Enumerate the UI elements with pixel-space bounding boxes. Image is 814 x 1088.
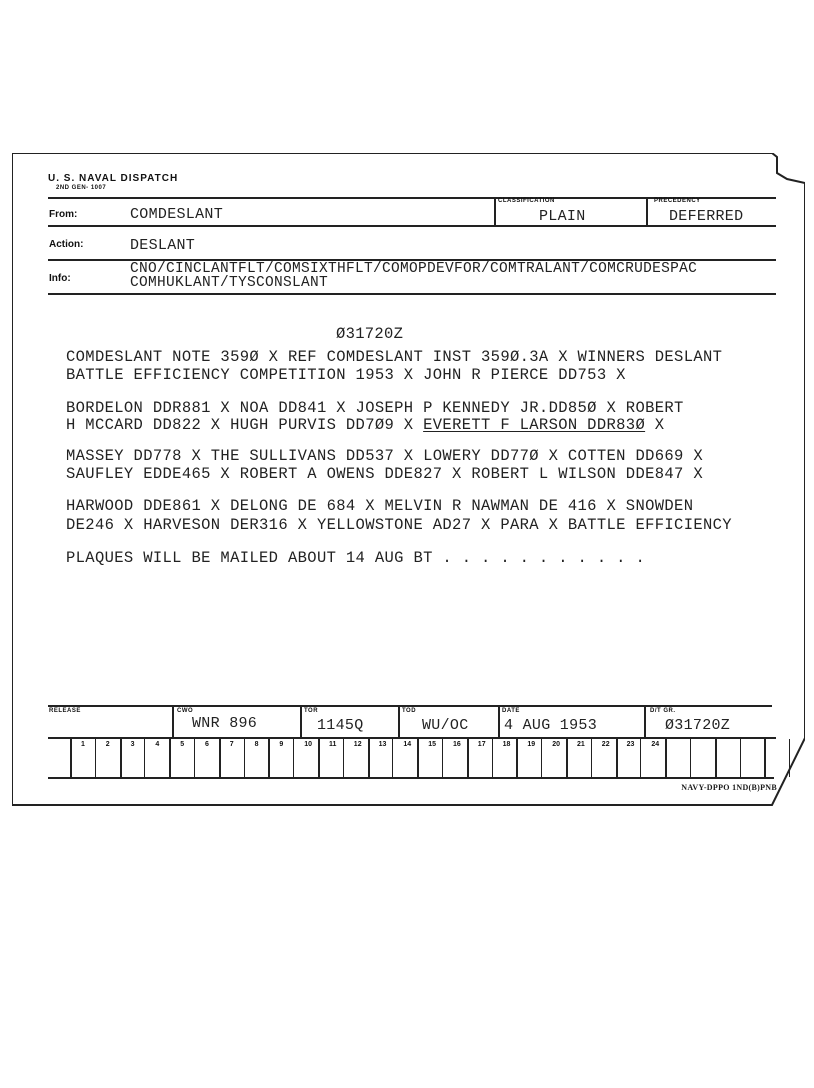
precedence-label: PRECEDENCY (654, 198, 701, 204)
grid-divider (566, 739, 568, 777)
grid-number: 20 (552, 741, 560, 748)
body-line-6: SAUFLEY EDDE465 X ROBERT A OWENS DDE827 X ROBERT L WILSON DDE847 X (66, 465, 703, 483)
body-line-7: HARWOOD DDE861 X DELONG DE 684 X MELVIN R NAWMAN DE 416 X SNOWDEN (66, 497, 694, 515)
grid-divider (492, 739, 493, 777)
info-line-1: CNO/CINCLANTFLT/COMSIXTHFLT/COMOPDEVFOR/COMTRALANT/COMCRUDESPAC (130, 261, 698, 277)
grid-divider (219, 739, 221, 777)
grid-divider (665, 739, 667, 777)
header-divider-2 (646, 197, 648, 227)
grid-divider (95, 739, 96, 777)
grid-number: 19 (527, 741, 536, 748)
bottom-divider-date (498, 705, 500, 739)
classification-value: PLAIN (539, 208, 586, 225)
tor-label: TOR (304, 708, 319, 714)
grid-divider (690, 739, 691, 777)
body-line-2: BATTLE EFFICIENCY COMPETITION 1953 X JOHN R PIERCE DD753 X (66, 366, 626, 384)
header-divider-1 (494, 197, 496, 227)
grid-number: 21 (577, 741, 585, 748)
grid-divider (392, 739, 393, 777)
body-line-1: COMDESLANT NOTE 359Ø X REF COMDESLANT INST 359Ø.3A X WINNERS DESLANT (66, 348, 723, 366)
grid-divider (640, 739, 641, 777)
grid-divider (467, 739, 469, 777)
grid-number: 24 (651, 741, 660, 748)
bottom-rule-1 (48, 705, 772, 707)
action-label: Action: (49, 239, 84, 250)
grid-number: 22 (601, 741, 610, 748)
date-label: DATE (502, 708, 520, 714)
body-line-9: PLAQUES WILL BE MAILED ABOUT 14 AUG BT . . . . . . . . . . . (66, 549, 646, 567)
grid-number: 3 (130, 741, 135, 748)
body-line-4-part-1: H MCCARD DD822 X HUGH PURVIS DD7Ø9 X (66, 416, 424, 434)
grid-number: 5 (180, 741, 185, 748)
release-label: RELEASE (49, 708, 81, 714)
info-line-2: COMHUKLANT/TYSCONSLANT (130, 275, 329, 291)
naval-dispatch-form (12, 153, 805, 809)
grid-number: 16 (453, 741, 461, 748)
form-footer: NAVY-DPPO 1ND(B)PNB (681, 783, 777, 792)
grid-divider (169, 739, 171, 777)
grid-divider (740, 739, 741, 777)
grid-divider (591, 739, 592, 777)
grid-divider (268, 739, 270, 777)
tod-label: TOD (402, 708, 417, 714)
dtg-label: D/T GR. (650, 708, 676, 714)
header-rule-from (48, 225, 776, 227)
body-line-4-part-3: X (645, 416, 665, 434)
bottom-divider-dtg (644, 705, 646, 739)
grid-divider (144, 739, 145, 777)
bottom-divider-cwo (172, 705, 174, 739)
grid-number: 4 (155, 741, 160, 748)
grid-divider (516, 739, 518, 777)
grid-divider (194, 739, 195, 777)
dtg-heading: Ø31720Z (336, 325, 404, 343)
cwo-value: WNR 896 (192, 715, 258, 732)
grid-number: 7 (229, 741, 234, 748)
grid-divider (541, 739, 542, 777)
bottom-divider-tod (398, 705, 400, 739)
grid-divider (417, 739, 419, 777)
form-number: 2ND GEN- 1007 (56, 185, 107, 191)
from-label: From: (49, 209, 78, 220)
classification-label: CLASSIFICATION (498, 198, 555, 204)
grid-number: 13 (378, 741, 387, 748)
grid-divider (244, 739, 245, 777)
grid-number: 23 (626, 741, 635, 748)
grid-number: 12 (353, 741, 362, 748)
grid-number: 9 (279, 741, 284, 748)
precedence-value: DEFERRED (669, 208, 744, 225)
grid-divider (789, 739, 790, 777)
grid-number: 14 (403, 741, 412, 748)
cwo-label: CWO (177, 708, 194, 714)
grid-number: 17 (477, 741, 486, 748)
grid-divider (120, 739, 122, 777)
grid-divider (293, 739, 294, 777)
grid-divider (442, 739, 443, 777)
grid-number: 2 (105, 741, 110, 748)
header-rule-info (48, 293, 776, 295)
tor-value: 1145Q (317, 717, 364, 734)
body-line-5: MASSEY DD778 X THE SULLIVANS DD537 X LOWERY DD77Ø X COTTEN DD669 X (66, 447, 703, 465)
grid-divider (616, 739, 618, 777)
grid-divider (715, 739, 717, 777)
grid-divider (343, 739, 344, 777)
grid-divider (368, 739, 370, 777)
bottom-divider-tor (300, 705, 302, 739)
grid-number: 11 (329, 741, 337, 748)
grid-number: 6 (205, 741, 209, 748)
body-line-3: BORDELON DDR881 X NOA DD841 X JOSEPH P KENNEDY JR.DD85Ø X ROBERT (66, 399, 684, 417)
action-value: DESLANT (130, 237, 196, 254)
body-line-8: DE246 X HARVESON DER316 X YELLOWSTONE AD27 X PARA X BATTLE EFFICIENCY (66, 516, 732, 534)
grid-number: 10 (304, 741, 312, 748)
body-line-4-underlined: EVERETT F LARSON DDR83Ø (423, 416, 646, 434)
dtg-value: Ø31720Z (665, 717, 731, 734)
form-title: U. S. NAVAL DISPATCH (48, 173, 179, 184)
grid-number: 18 (502, 741, 511, 748)
date-value: 4 AUG 1953 (504, 717, 598, 734)
bottom-rule-3 (48, 777, 774, 779)
grid-number: 8 (254, 741, 259, 748)
grid-divider (318, 739, 320, 777)
grid-divider (70, 739, 72, 777)
grid-divider (764, 739, 766, 777)
from-value: COMDESLANT (130, 206, 224, 223)
info-label: Info: (49, 273, 71, 284)
grid-number: 15 (428, 741, 436, 748)
grid-number: 1 (81, 741, 85, 748)
tod-value: WU/OC (422, 717, 469, 734)
body-line-4 (66, 416, 664, 434)
